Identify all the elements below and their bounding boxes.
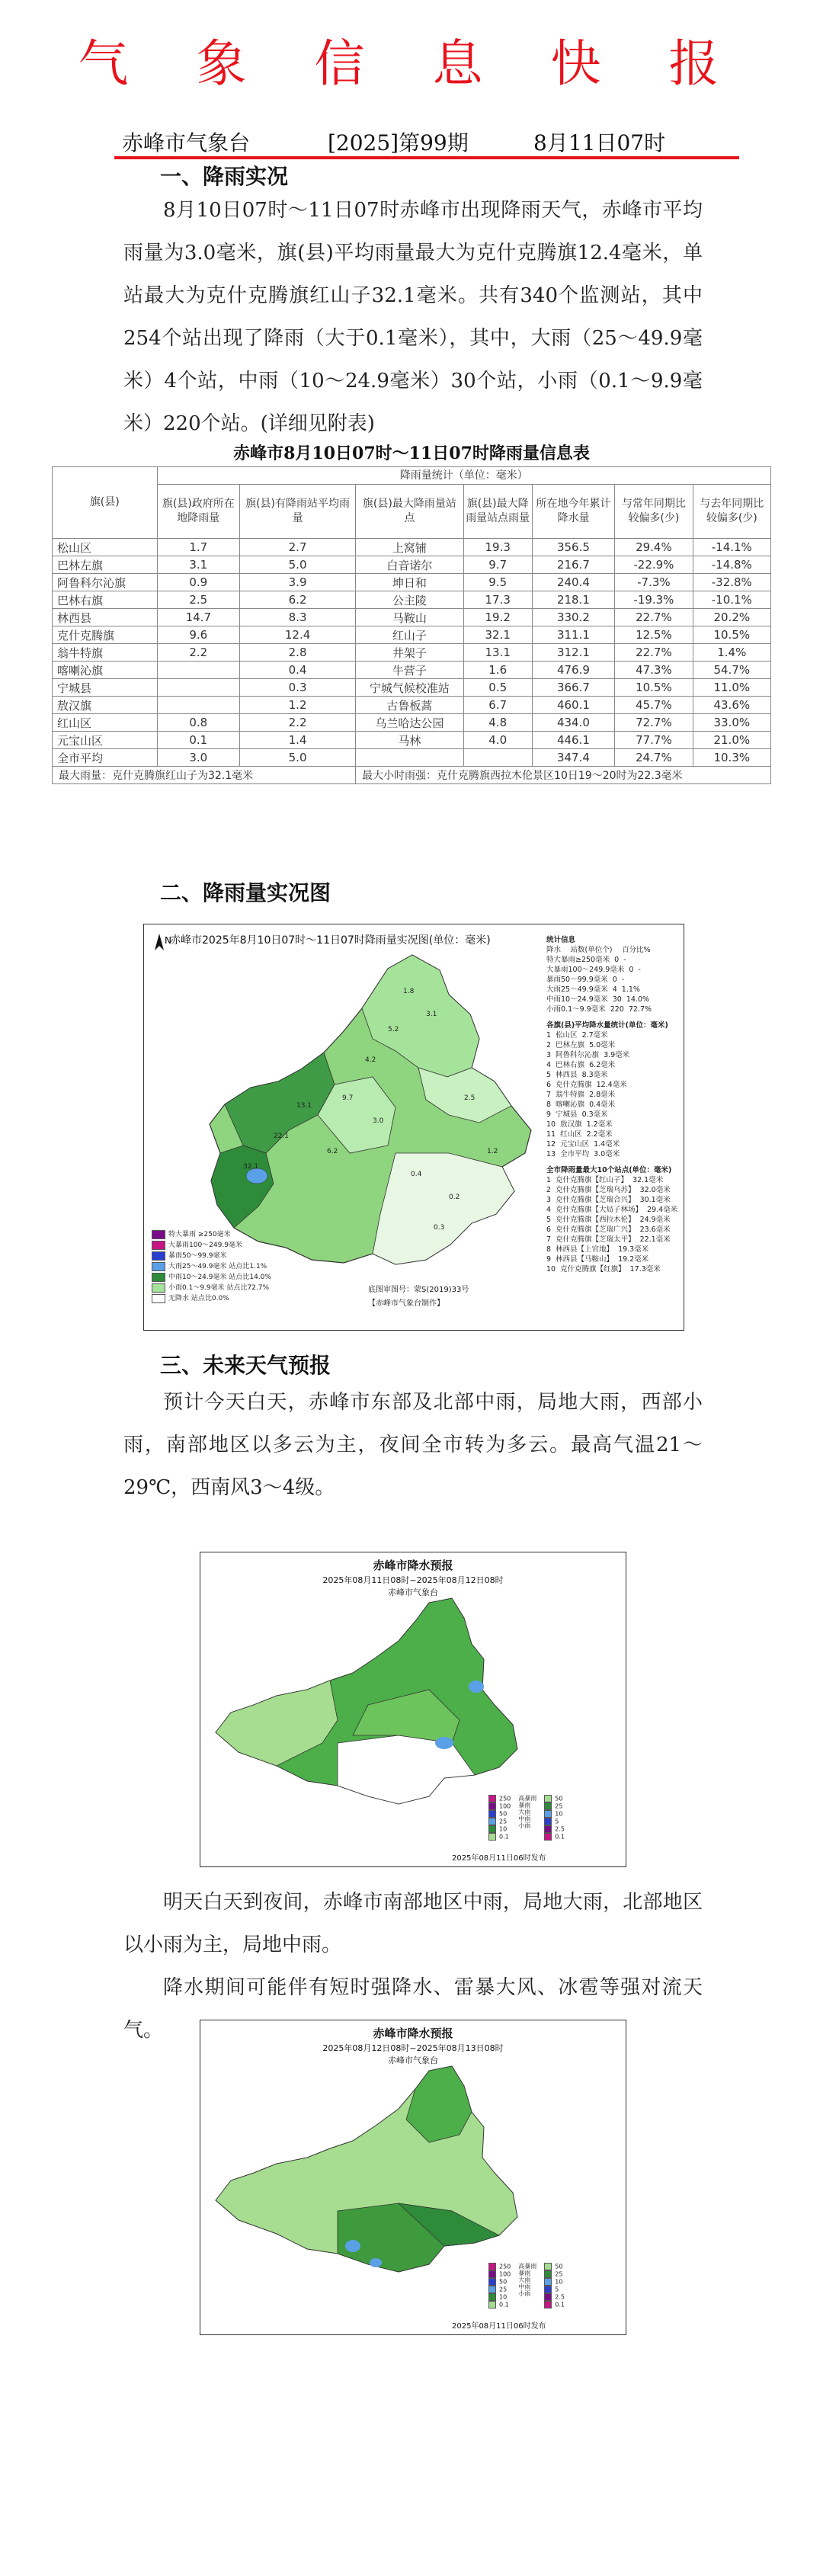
table-cell: 白音诺尔 xyxy=(356,556,464,574)
table-cell: 翁牛特旗 xyxy=(53,644,158,662)
table-cell: 77.7% xyxy=(615,732,693,749)
table-cell: 0.8 xyxy=(157,714,240,732)
table-row xyxy=(53,749,771,767)
stats-row: 10 克什克腾旗【红旗】 17.3毫米 xyxy=(546,1265,661,1274)
table-row xyxy=(53,626,771,644)
stats-row: 大雨25～49.9毫米 4 1.1% xyxy=(546,985,640,994)
stats-row: 2 克什克腾旗【芝瑞乌苏】 32.0毫米 xyxy=(546,1186,671,1194)
stats-row: 中雨10～24.9毫米 30 14.0% xyxy=(546,995,650,1004)
table-cell: 2.2 xyxy=(157,644,240,662)
forecast2-issued: 2025年08月11日06时发布 xyxy=(452,2322,546,2331)
table-cell: 松山区 xyxy=(53,539,158,556)
table-row xyxy=(53,732,771,749)
table-cell: 20.2% xyxy=(693,609,770,626)
stats-row: 小雨0.1～9.9毫米 220 72.7% xyxy=(546,1005,652,1014)
col-header: 旗(县)有降雨站平均雨量 xyxy=(240,485,356,539)
table-cell xyxy=(157,679,240,697)
table-cell: 10.3% xyxy=(693,749,770,767)
section3-text3: 降水期间可能伴有短时强降水、雷暴大风、冰雹等强对流天气。 xyxy=(123,1976,703,2042)
legend-swatch xyxy=(544,1802,552,1810)
stats-row: 8 喀喇沁旗 0.4毫米 xyxy=(546,1101,616,1109)
stats-row: 9 林西县【马鞍山】 19.2毫米 xyxy=(546,1255,649,1264)
legend-swatch xyxy=(544,2270,552,2278)
table-cell: -10.1% xyxy=(693,591,770,609)
forecast1-agency: 赤峰市气象台 xyxy=(388,1588,438,1597)
table-cell xyxy=(157,697,240,714)
map1-legend xyxy=(152,1229,271,1304)
region-rainfall-map xyxy=(210,955,531,1264)
table-cell: 240.4 xyxy=(532,574,615,591)
legend-swatch xyxy=(488,1818,496,1825)
stats-row: 1 克什克腾旗【红山子】 32.1毫米 xyxy=(546,1176,664,1184)
table-cell: -19.3% xyxy=(615,591,693,609)
table-cell: 1.4 xyxy=(240,732,356,749)
stats-row: 大暴雨100～249.9毫米 0 - xyxy=(546,966,641,974)
table-cell: 牛营子 xyxy=(356,662,464,679)
issue-number: [2025]第99期 xyxy=(328,130,469,155)
table-foot-hourly: 最大小时雨强：克什克腾旗西拉木伦景区10日19～20时为22.3毫米 xyxy=(356,767,771,784)
table-cell: 井架子 xyxy=(356,644,464,662)
table-row xyxy=(53,697,771,714)
table-cell: 356.5 xyxy=(532,539,615,556)
legend-item: 中雨10～24.9毫米 站点比14.0% xyxy=(152,1272,271,1283)
table-cell: 72.7% xyxy=(615,714,693,732)
table-cell xyxy=(157,662,240,679)
legend-swatch xyxy=(488,2263,496,2270)
table-cell xyxy=(463,749,532,767)
table-cell: 434.0 xyxy=(532,714,615,732)
table-cell: 乌兰哈达公园 xyxy=(356,714,464,732)
table-cell: 宁城气候校准站 xyxy=(356,679,464,697)
legend-swatch xyxy=(544,2286,552,2293)
stats-row: 7 克什克腾旗【芝瑞太平】 22.1毫米 xyxy=(546,1235,671,1244)
table-row xyxy=(53,574,771,591)
table-cell: 巴林左旗 xyxy=(53,556,158,574)
table-row xyxy=(53,539,771,556)
table-cell: 21.0% xyxy=(693,732,770,749)
legend-swatch xyxy=(488,2286,496,2293)
svg-text:1.2: 1.2 xyxy=(487,1148,498,1155)
stats-row: 13 全市平均 3.0毫米 xyxy=(546,1150,620,1158)
section3-text1: 预计今天白天，赤峰市东部及北部中雨，局地大雨，西部小雨，南部地区以多云为主，夜间全市转为多云。最高气温21～29℃，西南风3～4级。 xyxy=(123,1391,703,1499)
stats-row: 5 林西县 8.3毫米 xyxy=(546,1071,608,1079)
stats-row: 7 翁牛特旗 2.8毫米 xyxy=(546,1091,616,1099)
table-cell: 12.5% xyxy=(615,626,693,644)
table-cell: 10.5% xyxy=(693,626,770,644)
table-cell: 22.7% xyxy=(615,644,693,662)
legend-swatch xyxy=(544,1833,552,1841)
stats-row: 2 巴林左旗 5.0毫米 xyxy=(546,1041,616,1049)
table-cell: 1.4% xyxy=(693,644,770,662)
rainfall-table xyxy=(52,466,771,784)
legend-swatch xyxy=(152,1262,165,1271)
svg-text:4.2: 4.2 xyxy=(365,1056,376,1064)
section3-heading: 三、未来天气预报 xyxy=(160,1353,331,1378)
legend-swatch xyxy=(488,1802,496,1810)
legend-swatch xyxy=(544,1825,552,1833)
col-county: 旗(县) xyxy=(53,467,158,539)
table-cell: 马林 xyxy=(356,732,464,749)
legend-swatch xyxy=(488,2301,496,2308)
table-cell: 460.1 xyxy=(532,697,615,714)
table-cell: 9.6 xyxy=(157,626,240,644)
stats-row: 11 红山区 2.2毫米 xyxy=(546,1130,613,1139)
legend-swatch xyxy=(544,1795,552,1802)
legend-swatch xyxy=(544,2293,552,2301)
table-cell: 4.8 xyxy=(463,714,532,732)
forecast1-issued: 2025年08月11日06时发布 xyxy=(452,1854,546,1863)
stats-head: 降水 站数(单位个) 百分比% xyxy=(546,946,651,954)
table-cell: 33.0% xyxy=(693,714,770,732)
table-cell: 54.7% xyxy=(693,662,770,679)
forecast2-agency: 赤峰市气象台 xyxy=(388,2055,438,2065)
table-cell: 2.7 xyxy=(240,539,356,556)
table-cell: 32.1 xyxy=(463,626,532,644)
header-divider xyxy=(114,156,739,159)
col-header: 旗(县)最大降雨量站点雨量 xyxy=(463,485,532,539)
north-arrow-icon xyxy=(155,934,171,950)
stats-row: 3 阿鲁科尔沁旗 3.9毫米 xyxy=(546,1051,630,1059)
table-foot-max: 最大雨量：克什克腾旗红山子为32.1毫米 xyxy=(53,767,356,784)
table-cell: 9.5 xyxy=(463,574,532,591)
table-cell: 6.2 xyxy=(240,591,356,609)
legend-swatch xyxy=(152,1294,165,1303)
stats-row: 4 克什克腾旗【大局子林场】 29.4毫米 xyxy=(546,1206,678,1214)
stats-row: 3 克什克腾旗【芝瑞合兴】 30.1毫米 xyxy=(546,1196,671,1204)
table-cell: 公主陵 xyxy=(356,591,464,609)
table-cell: 29.4% xyxy=(615,539,693,556)
svg-text:9.7: 9.7 xyxy=(342,1094,354,1102)
legend-swatch xyxy=(152,1283,165,1293)
legend-swatch xyxy=(488,1810,496,1818)
svg-text:0.2: 0.2 xyxy=(449,1193,460,1201)
stats-row: 12 元宝山区 1.4毫米 xyxy=(546,1140,620,1149)
svg-text:0.4: 0.4 xyxy=(411,1171,422,1178)
forecast-map-1 xyxy=(200,1552,626,1867)
table-cell: 3.1 xyxy=(157,556,240,574)
forecast1-period: 2025年08月11日08时~2025年08月12日08时 xyxy=(322,1575,504,1585)
table-cell: 古鲁板蒿 xyxy=(356,697,464,714)
table-cell: -32.8% xyxy=(693,574,770,591)
legend-swatch xyxy=(152,1273,165,1282)
table-cell: 2.2 xyxy=(240,714,356,732)
header-row xyxy=(53,485,771,539)
table-cell: 0.9 xyxy=(157,574,240,591)
table-cell: 1.7 xyxy=(157,539,240,556)
table-cell: 红山子 xyxy=(356,626,464,644)
stats-row: 特大暴雨≥250毫米 0 - xyxy=(546,956,626,964)
table-cell: 敖汉旗 xyxy=(53,697,158,714)
forecast2-period: 2025年08月12日08时~2025年08月13日08时 xyxy=(322,2043,504,2053)
legend-swatch xyxy=(544,1810,552,1818)
table-cell: 330.2 xyxy=(532,609,615,626)
svg-text:13.1: 13.1 xyxy=(296,1102,312,1110)
table-cell: 元宝山区 xyxy=(53,732,158,749)
table-row xyxy=(53,714,771,732)
table-cell: 14.7 xyxy=(157,609,240,626)
stats-row: 10 敖汉旗 1.2毫米 xyxy=(546,1120,613,1129)
table-cell: 366.7 xyxy=(532,679,615,697)
stats-row: 暴雨50～99.9毫米 0 - xyxy=(546,976,625,984)
table-cell: -14.8% xyxy=(693,556,770,574)
svg-text:0.3: 0.3 xyxy=(434,1224,445,1232)
legend-swatch xyxy=(152,1241,165,1250)
table-cell: 6.7 xyxy=(463,697,532,714)
table-cell: 9.7 xyxy=(463,556,532,574)
issue-date: 8月11日07时 xyxy=(533,130,666,155)
stats-row: 1 松山区 2.7毫米 xyxy=(546,1031,608,1040)
table-cell: 红山区 xyxy=(53,714,158,732)
col-header: 旗(县)最大降雨量站点 xyxy=(356,485,464,539)
stats-row: 9 宁城县 0.3毫米 xyxy=(546,1110,608,1119)
legend-item: 大雨25～49.9毫米 站点比1.1% xyxy=(152,1261,271,1272)
legend-swatch xyxy=(488,2293,496,2301)
forecast2-legend: 250 100 50 25 10 0.1 高暴雨 暴雨 大雨 中雨 小雨 50 25 10 5 2.5 0.1 xyxy=(488,2263,565,2308)
stats-row: 5 克什克腾旗【西拉木伦】 24.9毫米 xyxy=(546,1216,671,1224)
svg-text:N: N xyxy=(165,935,171,946)
stats-title: 统计信息 xyxy=(546,936,576,944)
table-cell: 476.9 xyxy=(532,662,615,679)
table-row xyxy=(53,609,771,626)
table-cell: 2.8 xyxy=(240,644,356,662)
svg-text:3.0: 3.0 xyxy=(373,1117,384,1125)
rainfall-observation-map xyxy=(143,924,684,1331)
legend-swatch xyxy=(544,1818,552,1825)
table-cell: 0.3 xyxy=(240,679,356,697)
table-cell xyxy=(356,749,464,767)
table-cell: 4.0 xyxy=(463,732,532,749)
legend-swatch xyxy=(544,2263,552,2270)
stats-row: 6 克什克腾旗 12.4毫米 xyxy=(546,1081,627,1089)
legend-swatch xyxy=(152,1230,165,1239)
table-cell: 巴林右旗 xyxy=(53,591,158,609)
table-cell: 216.7 xyxy=(532,556,615,574)
forecast1-legend: 250 100 50 25 10 0.1 高暴雨 暴雨 大雨 中雨 小雨 50 25 10 5 2.5 0.1 xyxy=(488,1795,565,1841)
table-cell: 19.2 xyxy=(463,609,532,626)
table-cell: -22.9% xyxy=(615,556,693,574)
table-cell: 林西县 xyxy=(53,609,158,626)
svg-text:5.2: 5.2 xyxy=(388,1026,399,1033)
legend-swatch xyxy=(544,2278,552,2286)
table-cell: 22.7% xyxy=(615,609,693,626)
svg-text:6.2: 6.2 xyxy=(327,1148,338,1155)
table-cell: 218.1 xyxy=(532,591,615,609)
table-cell: 1.6 xyxy=(463,662,532,679)
table-cell: 全市平均 xyxy=(53,749,158,767)
table-row xyxy=(53,556,771,574)
legend-item: 大暴雨100～249.9毫米 xyxy=(152,1240,271,1251)
col-header: 与去年同期比较偏多(少) xyxy=(693,485,770,539)
forecast1-title: 赤峰市降水预报 xyxy=(373,1559,453,1572)
table-row xyxy=(53,662,771,679)
col-header: 与常年同期比较偏多(少) xyxy=(615,485,693,539)
svg-text:1.8: 1.8 xyxy=(403,988,415,995)
legend-item: 无降水 站点比0.0% xyxy=(152,1293,271,1304)
table-cell: 阿鲁科尔沁旗 xyxy=(53,574,158,591)
table-row xyxy=(53,591,771,609)
svg-text:2.5: 2.5 xyxy=(464,1094,476,1102)
table-cell: 2.5 xyxy=(157,591,240,609)
table-cell: 3.9 xyxy=(240,574,356,591)
table-cell: 喀喇沁旗 xyxy=(53,662,158,679)
legend-swatch xyxy=(488,1795,496,1802)
bulletin-title: 气 象 信 息 快 报 xyxy=(78,34,745,93)
table-cell: 312.1 xyxy=(532,644,615,662)
section3-text2: 明天白天到夜间，赤峰市南部地区中雨，局地大雨，北部地区以小雨为主，局地中雨。 xyxy=(123,1891,703,1956)
legend-swatch xyxy=(488,1825,496,1833)
legend-item: 小雨0.1～9.9毫米 站点比72.7% xyxy=(152,1283,271,1293)
table-cell: 13.1 xyxy=(463,644,532,662)
map1-stats-panel xyxy=(546,935,680,1274)
legend-swatch xyxy=(488,2270,496,2278)
section1-heading: 一、降雨实况 xyxy=(160,164,289,189)
forecast2-title: 赤峰市降水预报 xyxy=(373,2027,453,2040)
table-row xyxy=(53,644,771,662)
table-cell: 12.4 xyxy=(240,626,356,644)
table-cell: 0.4 xyxy=(240,662,356,679)
table-title: 赤峰市8月10日07时～11日07时降雨量信息表 xyxy=(233,444,590,463)
table-cell: 47.3% xyxy=(615,662,693,679)
table-cell: 5.0 xyxy=(240,749,356,767)
table-cell: 311.1 xyxy=(532,626,615,644)
stats-row: 4 巴林右旗 6.2毫米 xyxy=(546,1061,616,1069)
stats-row: 6 克什克腾旗【芝瑞广兴】 23.6毫米 xyxy=(546,1226,671,1234)
county-title: 各旗(县)平均降水量统计(单位：毫米) xyxy=(546,1021,668,1030)
legend-swatch xyxy=(152,1251,165,1261)
col-header: 旗(县)政府所在地降雨量 xyxy=(157,485,240,539)
table-cell: 17.3 xyxy=(463,591,532,609)
table-cell: 45.7% xyxy=(615,697,693,714)
forecast-map-2 xyxy=(200,2020,626,2335)
group-header: 降雨量统计（单位：毫米） xyxy=(157,467,770,485)
table-cell: 坤日和 xyxy=(356,574,464,591)
col-header: 所在地今年累计降水量 xyxy=(532,485,615,539)
issue-line xyxy=(0,122,823,155)
table-cell: 5.0 xyxy=(240,556,356,574)
table-cell: 马鞍山 xyxy=(356,609,464,626)
table-cell: 3.0 xyxy=(157,749,240,767)
table-cell: 43.6% xyxy=(693,697,770,714)
legend-swatch xyxy=(488,2278,496,2286)
map1-title: 赤峰市2025年8月10日07时～11日07时降雨量实况图(单位：毫米) xyxy=(170,934,491,947)
svg-text:3.1: 3.1 xyxy=(426,1011,437,1018)
table-cell: 446.1 xyxy=(532,732,615,749)
svg-text:22.1: 22.1 xyxy=(274,1133,290,1140)
table-cell: -14.1% xyxy=(693,539,770,556)
table-cell: 宁城县 xyxy=(53,679,158,697)
table-cell: -7.3% xyxy=(615,574,693,591)
table-cell: 10.5% xyxy=(615,679,693,697)
table-cell: 0.1 xyxy=(157,732,240,749)
agency-name: 赤峰市气象台 xyxy=(122,130,251,155)
table-cell: 19.3 xyxy=(463,539,532,556)
legend-swatch xyxy=(488,1833,496,1841)
table-cell: 上窝铺 xyxy=(356,539,464,556)
legend-item: 暴雨50～99.9毫米 xyxy=(152,1251,271,1261)
table-cell: 11.0% xyxy=(693,679,770,697)
map1-producer: 【赤峰市气象台制作】 xyxy=(368,1299,444,1308)
legend-swatch xyxy=(544,2301,552,2308)
stats-row: 8 林西县【上官地】 19.3毫米 xyxy=(546,1245,649,1254)
table-cell: 1.2 xyxy=(240,697,356,714)
table-row xyxy=(53,679,771,697)
map1-note: 底图审图号：蒙S(2019)33号 xyxy=(368,1286,469,1294)
table-cell: 8.3 xyxy=(240,609,356,626)
section2-heading: 二、降雨量实况图 xyxy=(160,880,331,905)
table-cell: 347.4 xyxy=(532,749,615,767)
table-cell: 克什克腾旗 xyxy=(53,626,158,644)
legend-item: 特大暴雨 ≥250毫米 xyxy=(152,1229,271,1240)
table-cell: 0.5 xyxy=(463,679,532,697)
svg-text:32.1: 32.1 xyxy=(243,1163,259,1171)
section1-text: 8月10日07时～11日07时赤峰市出现降雨天气，赤峰市平均雨量为3.0毫米，旗(县)平均雨量最大为克什克腾旗12.4毫米，单站最大为克什克腾旗红山子32.1毫米。共有340个监测站，其中254个站出现了降雨（大于0.1毫米），其中，大雨（25～49.9毫米）4个站，中雨（10～24.9毫米）30个站，小雨（0.1～9.9毫米）220个站。(详细见附表) xyxy=(123,199,703,435)
table-cell: 24.7% xyxy=(615,749,693,767)
top-title: 全市降雨量最大10个站点(单位：毫米) xyxy=(546,1166,672,1174)
